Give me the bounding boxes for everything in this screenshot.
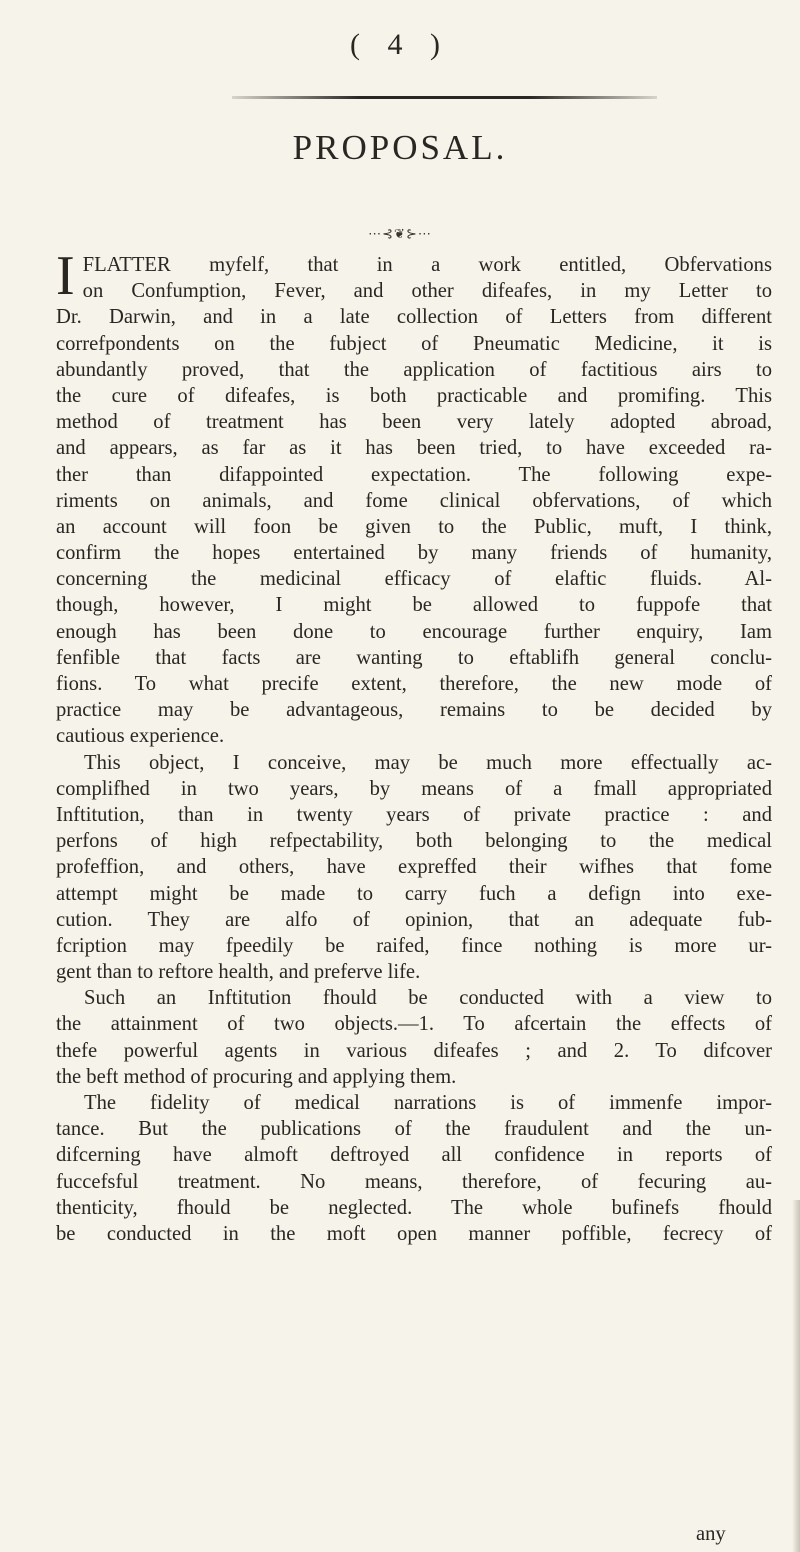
- text-line: thefe powerful agents in various difeafes ; and 2. To difcover: [56, 1039, 772, 1062]
- text-line: tance. But the publications of the fraudulent and the un-: [56, 1118, 772, 1141]
- text-line: fcription may fpeedily be raifed, fince nothing is more ur-: [56, 934, 772, 957]
- text-line: ther than difappointed expectation. The following expe-: [56, 463, 772, 486]
- text-line: fenfible that facts are wanting to eftablifh general conclu-: [56, 646, 772, 669]
- text-line: riments on animals, and fome clinical obfervations, of which: [56, 489, 772, 512]
- catchword: any: [696, 1523, 726, 1545]
- drop-cap: I: [56, 245, 75, 307]
- text-line: fions. To what precife extent, therefore, the new mode of: [56, 673, 772, 695]
- text-line: thenticity, fhould be neglected. The whole bufinefs fhould: [56, 1196, 772, 1219]
- body-text: [56, 245, 772, 1247]
- text-line: attempt might be made to carry fuch a defign into exe-: [56, 882, 772, 905]
- text-line: be conducted in the moft open manner poffible, fecrecy of: [56, 1222, 772, 1245]
- page-edge-shadow: [792, 1200, 800, 1552]
- text-line: This object, I conceive, may be much more effectually ac-: [84, 751, 772, 774]
- text-line: practice may be advantageous, remains to be decided by: [56, 699, 772, 722]
- text-line: an account will foon be given to the Public, muft, I think,: [56, 515, 772, 538]
- text-line: confirm the hopes entertained by many friends of humanity,: [56, 542, 772, 565]
- text-line: Inftitution, than in twenty years of private practice : and: [56, 803, 772, 826]
- text-line: concerning the medicinal efficacy of elaftic fluids. Al-: [56, 568, 772, 591]
- text-line: the beft method of procuring and applying them.: [56, 1065, 457, 1088]
- text-line: abundantly proved, that the application of factitious airs to: [56, 358, 772, 381]
- text-line: FLATTER myfelf, that in a work entitled, Obfervations: [82, 254, 772, 276]
- text-line: profeffion, and others, have expreffed their wifhes that fome: [56, 856, 772, 879]
- text-line: method of treatment has been very lately adopted abroad,: [56, 411, 772, 434]
- text-line: the cure of difeafes, is both practicable and promifing. This: [56, 384, 772, 407]
- text-line: cautious experience.: [56, 725, 225, 748]
- text-line: fuccefsful treatment. No means, therefore, of fecuring au-: [56, 1170, 772, 1193]
- text-line: difcerning have almoft deftroyed all confidence in reports of: [56, 1144, 772, 1167]
- text-line: Dr. Darwin, and in a late collection of Letters from different: [56, 306, 772, 329]
- page-number: ( 4 ): [350, 28, 450, 61]
- text-line: perfons of high refpectability, both belonging to the medical: [56, 830, 772, 853]
- text-line: complifhed in two years, by means of a fmall appropriated: [56, 777, 772, 800]
- header-rule: [232, 96, 657, 99]
- ornament-divider-icon: ⋯⊰❦⊱⋯: [368, 226, 432, 241]
- page-title: PROPOSAL.: [292, 128, 508, 167]
- text-line: cution. They are alfo of opinion, that an adequate fub-: [56, 908, 772, 931]
- text-line: The fidelity of medical narrations is of immenfe impor-: [84, 1092, 772, 1114]
- text-line: and appears, as far as it has been tried, to have exceeded ra-: [56, 437, 772, 460]
- text-line: Such an Inftitution fhould be conducted with a view to: [84, 987, 772, 1010]
- text-line: on Confumption, Fever, and other difeafes, in my Letter to: [82, 280, 772, 303]
- text-line: gent than to reftore health, and preferve life.: [56, 961, 421, 984]
- text-line: though, however, I might be allowed to fuppofe that: [56, 594, 772, 617]
- text-line: correfpondents on the fubject of Pneumatic Medicine, it is: [56, 332, 772, 355]
- text-line: the attainment of two objects.—1. To afcertain the effects of: [56, 1013, 772, 1036]
- text-line: enough has been done to encourage further enquiry, Iam: [56, 620, 772, 643]
